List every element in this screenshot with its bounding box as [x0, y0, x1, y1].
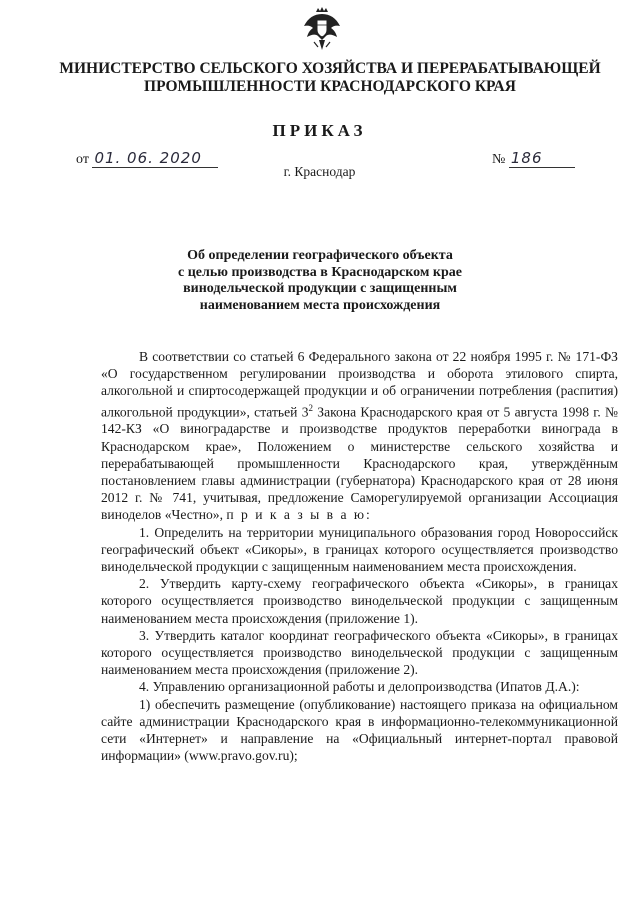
item-1: 1. Определить на территории муниципального образования город Новороссийск географический объект «Сикоры», в границах которого осуществляется производство винодельческой продукции с защищенным наименованием места происхождения.	[101, 524, 618, 574]
krasnodar-coat-of-arms-icon	[302, 6, 342, 52]
item-3: 3. Утвердить каталог координат географического объекта «Сикоры», в границах которого осуществляется производство винодельческой продукции с защищенным наименованием места происхождения (приложение 2).	[101, 627, 618, 678]
preamble-continuation: Закона Краснодарского края от 5 августа 1998 г. № 142-КЗ «О виноградарстве и производстве продуктов переработки винограда в Краснодарском крае», Положением о министерстве сельского хозяйства и перерабатывающей промышленности Краснодарского края, утверждённым постановлением главы администрации (губернатора) Краснодарского края от 28 июня 2012 г. № 741, учитывая, предложение Саморегулируемой организации Ассоциация виноделов «Честно»,	[101, 404, 618, 523]
ministry-name-line2: ПРОМЫШЛЕННОСТИ КРАСНОДАРСКОГО КРАЯ	[144, 78, 516, 95]
order-directive: п р и к а з ы в а ю:	[226, 507, 372, 523]
ministry-name	[40, 60, 620, 96]
subject-line2: с целью производства в Краснодарском крае	[178, 264, 462, 280]
item-4-subitem-1: 1) обеспечить размещение (опубликование) настоящего приказа на официальном сайте администрации Краснодарского края в информационно-телекоммуникационной сети «Интернет» и направление на «Официальный интернет-портал правовой информации» (www.pravo.gov.ru);	[101, 696, 618, 764]
subject-line4: наименованием места происхождения	[199, 297, 441, 313]
preamble-text: В соответствии со статьей 6 Федерального закона от 22 ноября 1995 г. № 171-ФЗ «О государственном регулировании производства и оборота этилового спирта, алкогольной и спиртосодержащей продукции и об ограничении потребления (распития) алкогольной продукции», статьей 3	[101, 349, 618, 420]
item-4: 4. Управлению организационной работы и делопроизводства (Ипатов Д.А.):	[139, 679, 580, 695]
subject-line1: Об определении географического объекта	[187, 248, 453, 263]
subject-line3: винодельческой продукции с защищенным	[183, 281, 457, 296]
handwritten-number: 186	[509, 149, 575, 168]
number-prefix: №	[492, 152, 506, 167]
document-type-title: ПРИКАЗ	[272, 121, 367, 140]
city-line: г. Краснодар	[283, 164, 356, 179]
order-subject	[150, 248, 490, 314]
order-body	[101, 348, 618, 764]
ministry-name-line1: МИНИСТЕРСТВО СЕЛЬСКОГО ХОЗЯЙСТВА И ПЕРЕРАБАТЫВАЮЩЕЙ	[59, 60, 601, 77]
date-prefix: от	[76, 152, 89, 167]
handwritten-date: 01. 06. 2020	[92, 149, 218, 168]
item-2: 2. Утвердить карту-схему географического объекта «Сикоры», в границах которого осуществляется производство винодельческой продукции с защищенным наименованием места происхождения (приложение 1).	[101, 576, 618, 626]
preamble-paragraph	[101, 348, 618, 524]
preamble-superscript: 2	[308, 402, 313, 413]
